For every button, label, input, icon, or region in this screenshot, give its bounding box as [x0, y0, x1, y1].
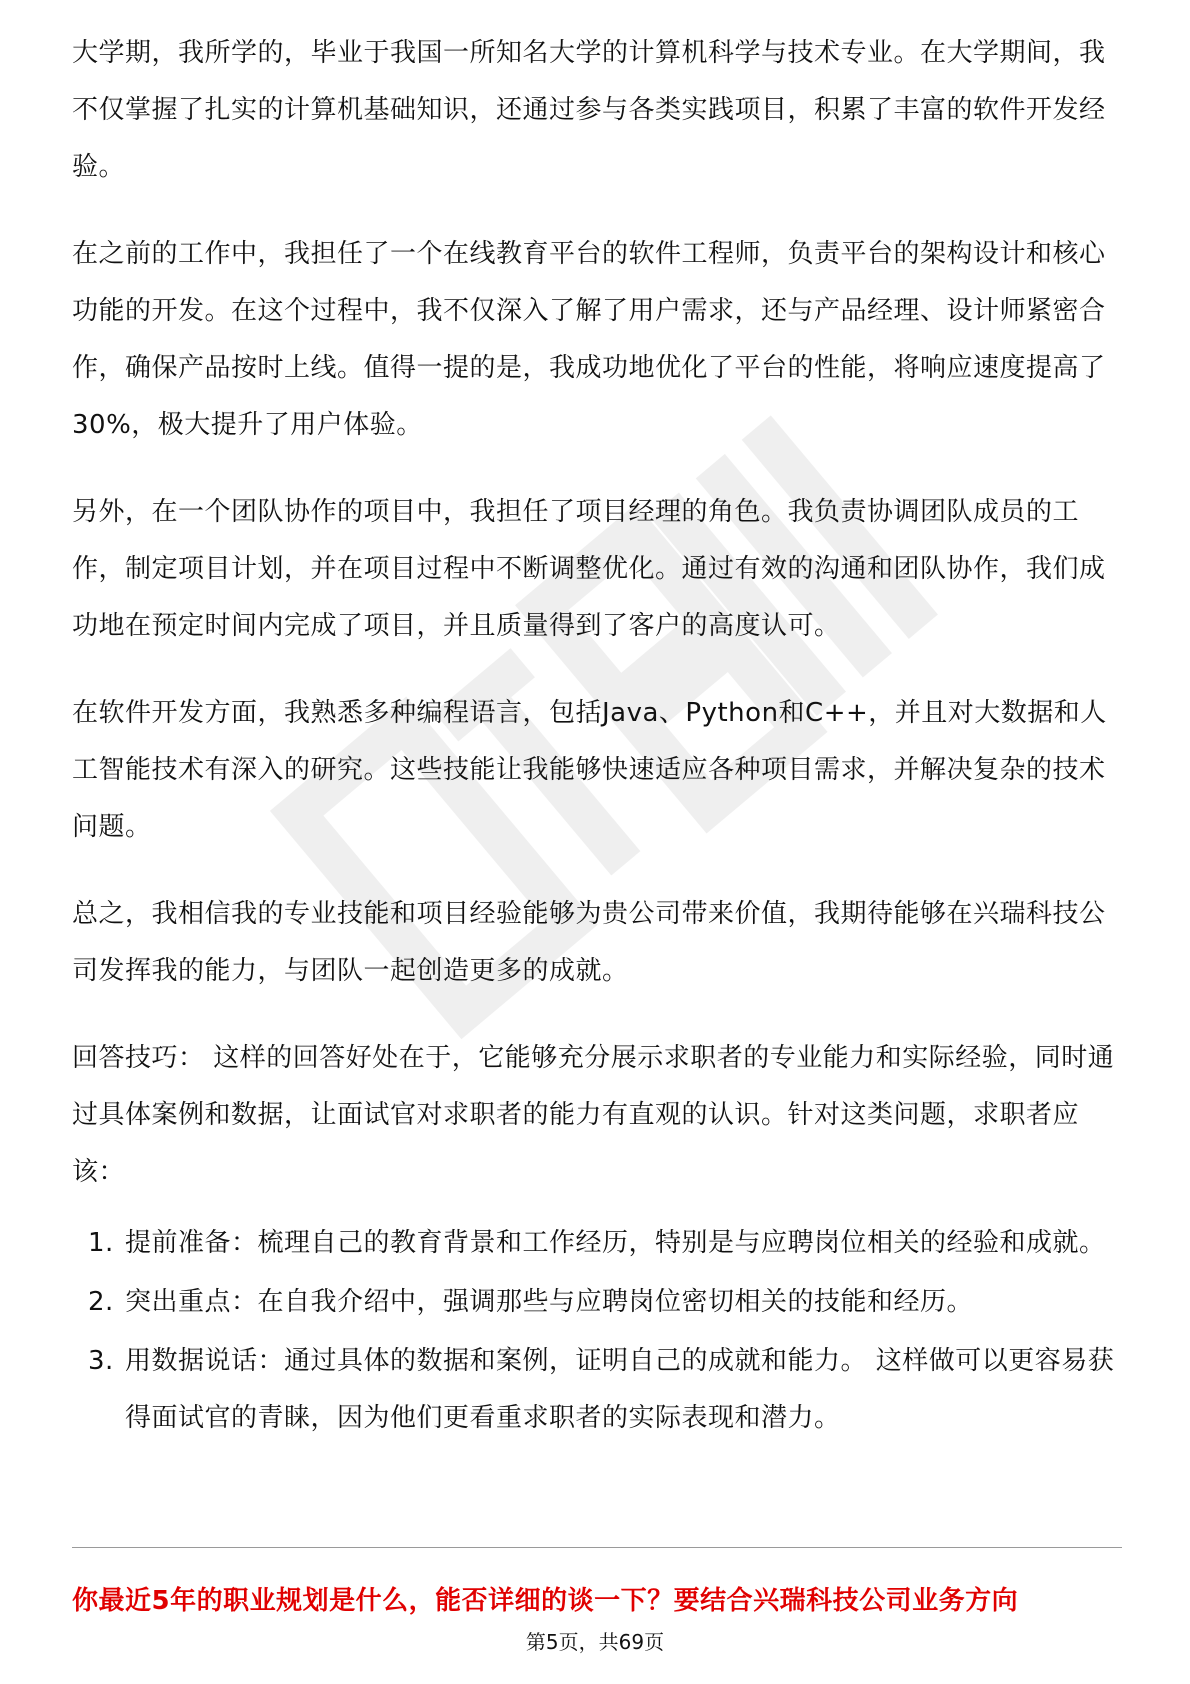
list-item	[72, 1215, 1122, 1272]
page-number-footer: 第5页，共69页	[525, 1630, 665, 1654]
list-item	[72, 1274, 1122, 1331]
next-question-heading: 你最近5年的职业规划是什么，能否详细的谈一下？要结合兴瑞科技公司业务方向	[72, 1586, 1019, 1616]
paragraph-team-project: 另外，在一个团队协作的项目中，我担任了项目经理的角色。我负责协调团队成员的工作，制定项目计划，并在项目过程中不断调整优化。通过有效的沟通和团队协作，我们成功地在预定时间内完成了项目，并且质量得到了客户的高度认可。	[72, 497, 1106, 641]
list-item	[72, 1333, 1122, 1447]
list-item-text: 用数据说话：通过具体的数据和案例，证明自己的成就和能力。 这样做可以更容易获得面试官的青睐，因为他们更看重求职者的实际表现和潜力。	[125, 1346, 1115, 1433]
list-item-number: 2.	[88, 1287, 114, 1317]
list-item-number: 1.	[88, 1228, 114, 1258]
tips-list	[72, 1215, 1122, 1447]
paragraph-skills: 在软件开发方面，我熟悉多种编程语言，包括Java、Python和C++，并且对大数据和人工智能技术有深入的研究。这些技能让我能够快速适应各种项目需求，并解决复杂的技术问题。	[72, 698, 1107, 842]
list-item-text: 提前准备：梳理自己的教育背景和工作经历，特别是与应聘岗位相关的经验和成就。	[125, 1228, 1106, 1258]
list-item-text: 突出重点：在自我介绍中，强调那些与应聘岗位密切相关的技能和经历。	[125, 1287, 974, 1317]
document-body	[72, 28, 1122, 1449]
paragraph-answer-tips: 回答技巧： 这样的回答好处在于，它能够充分展示求职者的专业能力和实际经验，同时通过具体案例和数据，让面试官对求职者的能力有直观的认识。针对这类问题，求职者应该：	[72, 1043, 1115, 1187]
paragraph-work-experience: 在之前的工作中，我担任了一个在线教育平台的软件工程师，负责平台的架构设计和核心功能的开发。在这个过程中，我不仅深入了解了用户需求，还与产品经理、设计师紧密合作，确保产品按时上线。值得一提的是，我成功地优化了平台的性能，将响应速度提高了30%，极大提升了用户体验。	[72, 239, 1106, 440]
section-divider	[72, 1547, 1122, 1548]
paragraph-summary: 总之，我相信我的专业技能和项目经验能够为贵公司带来价值，我期待能够在兴瑞科技公司发挥我的能力，与团队一起创造更多的成就。	[72, 899, 1106, 986]
list-item-number: 3.	[88, 1346, 114, 1376]
paragraph-education: 大学期，我所学的，毕业于我国一所知名大学的计算机科学与技术专业。在大学期间，我不仅掌握了扎实的计算机基础知识，还通过参与各类实践项目，积累了丰富的软件开发经验。	[72, 38, 1106, 182]
